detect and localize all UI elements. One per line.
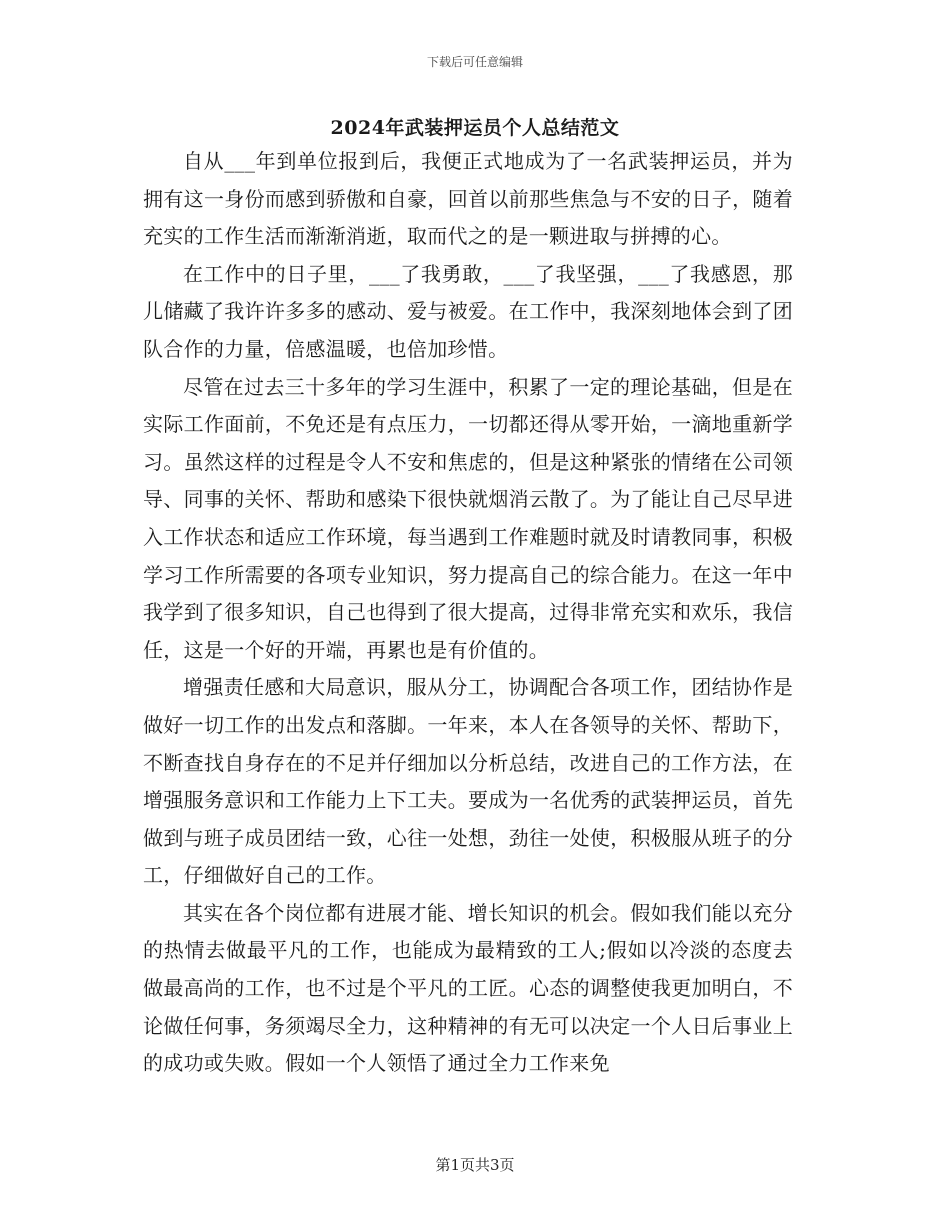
page-header-note: 下载后可任意编辑 — [426, 55, 523, 69]
paragraph-1: 自从___年到单位报到后，我便正式地成为了一名武装押运员，并为拥有这一身份而感到骄傲和自豪，回首以前那些焦急与不安的日子，随着充实的工作生活而渐渐消逝，取而代之的是一颗进取与拼搏的心。 — [143, 149, 793, 249]
page-number: 第1页共3页 — [435, 1156, 515, 1174]
paragraph-3: 尽管在过去三十多年的学习生涯中，积累了一定的理论基础，但是在实际工作面前，不免还是有点压力，一切都还得从零开始，一滴地重新学习。虽然这样的过程是令人不安和焦虑的，但是这种紧张的情绪在公司领导、同事的关怀、帮助和感染下很快就烟消云散了。为了能让自己尽早进入工作状态和适应工作环境，每当遇到工作难题时就及时请教同事，积极学习工作所需要的各项专业知识，努力提高自己的综合能力。在这一年中我学到了很多知识，自己也得到了很大提高，过得非常充实和欢乐，我信任，这是一个好的开端，再累也是有价值的。 — [143, 374, 793, 662]
document-body — [143, 143, 793, 1083]
document-title: 2024年武装押运员个人总结范文 — [330, 117, 620, 139]
paragraph-2: 在工作中的日子里，___了我勇敢，___了我坚强，___了我感恩，那儿储藏了我许许多多的感动、爱与被爱。在工作中，我深刻地体会到了团队合作的力量，倍感温暖，也倍加珍惜。 — [143, 261, 793, 361]
paragraph-5: 其实在各个岗位都有进展才能、增长知识的机会。假如我们能以充分的热情去做最平凡的工作，也能成为最精致的工人;假如以冷淡的态度去做最高尚的工作，也不过是个平凡的工匠。心态的调整使我更加明白，不论做任何事，务须竭尽全力，这种精神的有无可以决定一个人日后事业上的成功或失败。假如一个人领悟了通过全力工作来免 — [143, 900, 793, 1076]
paragraph-4: 增强责任感和大局意识，服从分工，协调配合各项工作，团结协作是做好一切工作的出发点和落脚。一年来，本人在各领导的关怀、帮助下，不断查找自身存在的不足并仔细加以分析总结，改进自己的工作方法，在增强服务意识和工作能力上下工夫。要成为一名优秀的武装押运员，首先做到与班子成员团结一致，心往一处想，劲往一处使，积极服从班子的分工，仔细做好自己的工作。 — [143, 675, 793, 888]
